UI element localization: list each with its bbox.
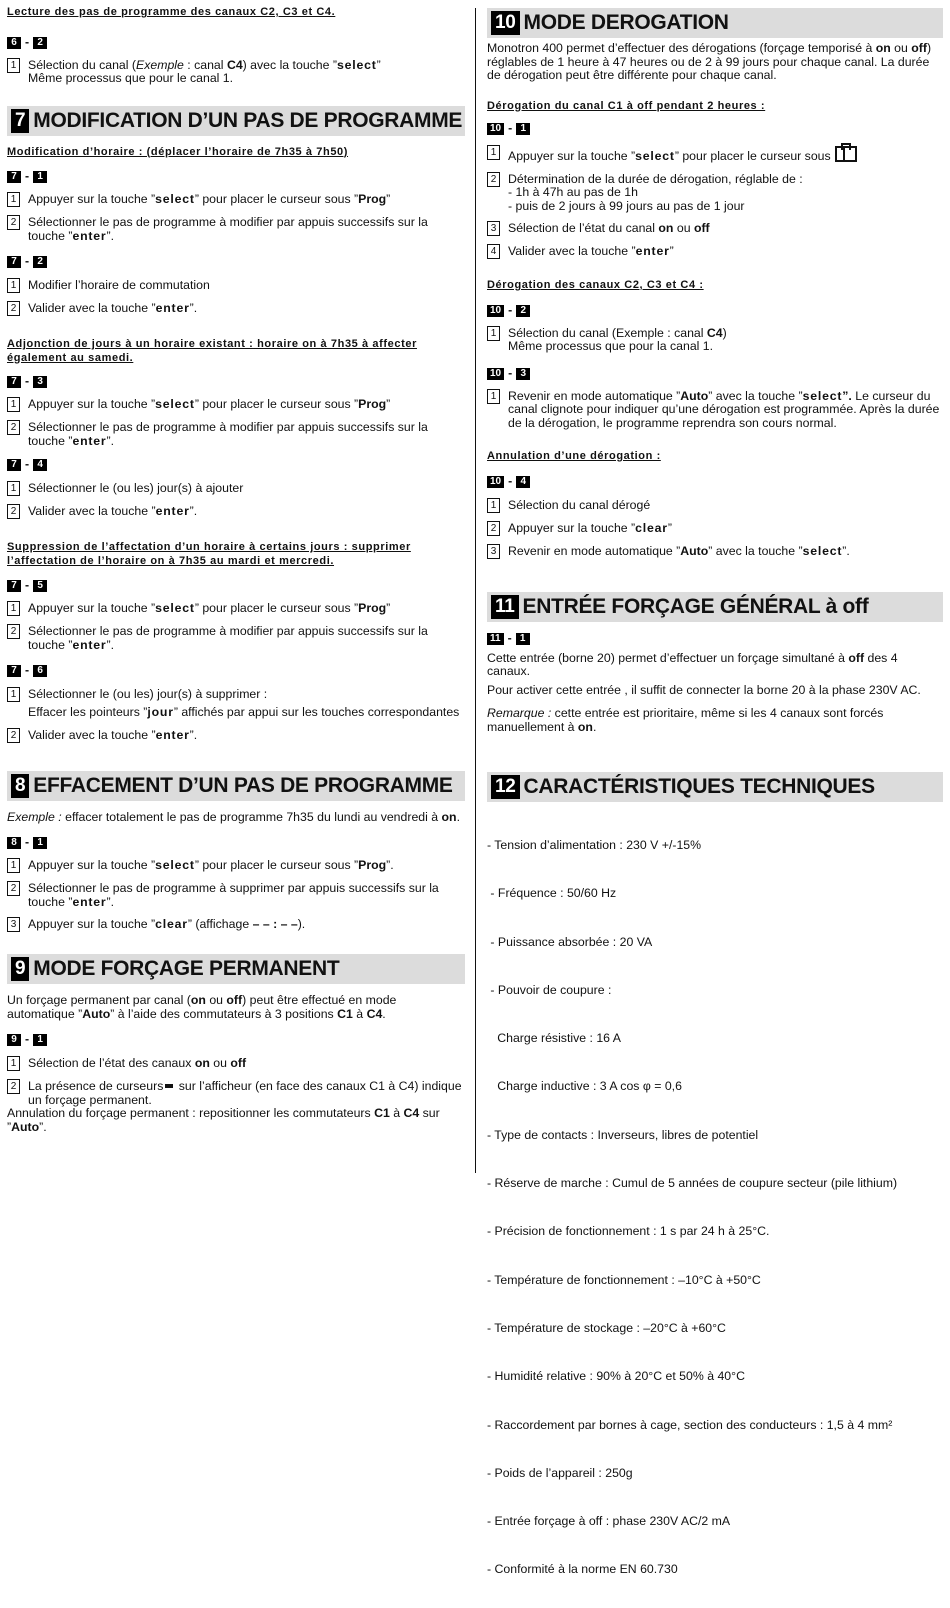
column-divider <box>475 8 476 1173</box>
step-code-7-3: 7 - 3 <box>7 375 465 389</box>
step-item: 1 Appuyer sur la touche ”select” pour placer le curseur sous ”Prog” <box>7 398 465 412</box>
s10-intro: Monotron 400 permet d’effectuer des dérogations (forçage temporisé à on ou off) réglables de 1 heure à 47 heures ou de 2 à 99 jours pour chaque canal. La durée de dérogation peut être différente pour chaque canal. <box>487 41 932 82</box>
step-item: 1 Appuyer sur la touche ”select” pour placer le curseur sous ”Prog”. <box>7 859 465 873</box>
s11-p3: Remarque : cette entrée est prioritaire, même si les 4 canaux sont forcés manuellement à on. <box>487 706 884 734</box>
spec-item: - Conformité à la norme EN 60.730 <box>487 1562 678 1577</box>
spec-item: - Entrée forçage à off : phase 230V AC/2 mA <box>487 1514 731 1529</box>
step-code-6-2: 6 - 2 <box>7 36 465 50</box>
step-item: 1 Sélection du canal (Exemple : canal C4) avec la touche ”select” Même processus que pour le canal 1. <box>7 59 465 86</box>
spec-item: - Pouvoir de coupure : <box>487 982 612 997</box>
s6-heading: Lecture des pas de programme des canaux C2, C3 et C4. <box>7 6 336 18</box>
step-code-7-2: 7 - 2 <box>7 255 465 269</box>
step-item: 2 Sélectionner le pas de programme à supprimer par appuis successifs sur la touche ”enter”. <box>7 882 465 909</box>
section-title: MODIFICATION D’UN PAS DE PROGRAMME <box>33 108 463 132</box>
spec-item: - Raccordement par bornes à cage, section des conducteurs : 1,5 à 4 mm² <box>487 1417 893 1432</box>
step-item: 1 Modifier l’horaire de commutation <box>7 279 465 293</box>
step-item: 1 Appuyer sur la touche ”select” pour placer le curseur sous ”Prog” <box>7 193 465 207</box>
step-item: 2 Valider avec la touche ”enter”. <box>7 302 465 316</box>
left-column <box>7 6 465 1134</box>
s10-sub3: Annulation d’une dérogation : <box>487 450 661 462</box>
step-item: 2 La présence de curseurs sur l’afficheur (en face des canaux C1 à C4) indique un forçage permanent. <box>7 1080 465 1107</box>
step-item: 2 Sélectionner le pas de programme à modifier par appuis successifs sur la touche ”enter”. <box>7 625 465 652</box>
step-item: 3 Revenir en mode automatique ”Auto” avec la touche ”select”. <box>487 545 943 559</box>
section-number: 7 <box>11 109 29 133</box>
step-code-10-2: 10 - 2 <box>487 304 943 318</box>
code-section: 6 <box>7 37 21 49</box>
s7-sub1: Modification d’horaire : (déplacer l’horaire de 7h35 à 7h50) <box>7 145 349 158</box>
section-header-8: 8 EFFACEMENT D’UN PAS DE PROGRAMME <box>7 771 465 801</box>
spec-item: - Précision de fonctionnement : 1 s par 24 h à 25°C. <box>487 1224 770 1239</box>
s11-p1: Cette entrée (borne 20) permet d’effectuer un forçage simultané à off des 4 canaux. <box>487 650 898 678</box>
s10-sub1: Dérogation du canal C1 à off pendant 2 heures : <box>487 99 766 112</box>
s10-sub2: Dérogation des canaux C2, C3 et C4 : <box>487 279 704 291</box>
step-item: 1 Sélectionner le (ou les) jour(s) à supprimer : <box>7 688 465 702</box>
s7-sub3: Suppression de l’affectation d’un horaire à certains jours : supprimer l’affectation de l’horaire on à 7h35 au mardi et mercredi. <box>7 541 411 567</box>
step-item: 2 Valider avec la touche ”enter”. <box>7 505 465 519</box>
step-item: 2 Sélectionner le pas de programme à modifier par appuis successifs sur la touche ”enter”. <box>7 421 465 448</box>
spec-item: - Fréquence : 50/60 Hz <box>487 886 617 901</box>
s9-intro: Un forçage permanent par canal (on ou off) peut être effectué en mode automatique ”Auto” à l’aide des commutateurs à 3 positions C1 à C4. <box>7 993 397 1021</box>
spec-list <box>487 808 943 1608</box>
s9-cancel: Annulation du forçage permanent : repositionner les commutateurs C1 à C4 sur ”Auto”. <box>7 1106 440 1134</box>
step-code-7-4: 7 - 4 <box>7 458 465 472</box>
s8-example: Exemple : effacer totalement le pas de programme 7h35 du lundi au vendredi à on. <box>7 809 460 824</box>
step-code-7-1: 7 - 1 <box>7 170 465 184</box>
s7-sub2: Adjonction de jours à un horaire existant : horaire on à 7h35 à affecter également au samedi. <box>7 338 417 364</box>
step-item: 1 Sélection de l’état des canaux on ou off <box>7 1057 465 1071</box>
section-header-12: 12 CARACTÉRISTIQUES TECHNIQUES <box>487 772 943 802</box>
step-item: 1 Revenir en mode automatique ”Auto” avec la touche ”select”. Le curseur du canal clignote pour indiquer qu’une dérogation est programmée. Après la durée de la dérogation, le programme reprendra son cours normal. <box>487 390 943 431</box>
step-item: 1 Sélection du canal dérogé <box>487 499 943 513</box>
section-header-7 <box>7 106 465 136</box>
right-column <box>487 6 943 1608</box>
spec-item: - Puissance absorbée : 20 VA <box>487 934 653 949</box>
step-code-8-1: 8 - 1 <box>7 836 465 850</box>
step-detail: Effacer les pointeurs ”jour” affichés par appui sur les touches correspondantes <box>28 705 460 719</box>
s11-p2: Pour activer cette entrée , il suffit de connecter la borne 20 à la phase 230V AC. <box>487 682 921 697</box>
spec-item: - Réserve de marche : Cumul de 5 années de coupure secteur (pile lithium) <box>487 1176 898 1191</box>
step-item: 2 Détermination de la durée de dérogation, réglable de : - 1h à 47h au pas de 1h - puis de 2 jours à 99 jours au pas de 1 jour <box>487 173 943 214</box>
cursor-icon <box>165 1084 173 1088</box>
code-step: 2 <box>33 37 47 49</box>
step-item: 4 Valider avec la touche ”enter” <box>487 245 943 259</box>
step-item: 1 Appuyer sur la touche ”select” pour placer le curseur sous ”Prog” <box>7 602 465 616</box>
step-code-7-6: 7 - 6 <box>7 664 465 678</box>
spec-item: - Tension d’alimentation : 230 V +/-15% <box>487 838 702 852</box>
step-number: 1 <box>7 58 20 73</box>
step-item: 2 Valider avec la touche ”enter”. <box>7 729 465 743</box>
step-code-10-4: 10 - 4 <box>487 475 943 489</box>
step-item: 3 Sélection de l’état du canal on ou off <box>487 222 943 236</box>
spec-item: - Température de fonctionnement : –10°C à +50°C <box>487 1272 761 1287</box>
spec-item: Charge inductive : 3 A cos φ = 0,6 <box>487 1079 682 1094</box>
step-item: 2 Appuyer sur la touche ”clear” <box>487 522 943 536</box>
spec-item: - Poids de l’appareil : 250g <box>487 1465 633 1480</box>
step-item: 2 Sélectionner le pas de programme à modifier par appuis successifs sur la touche ”enter”. <box>7 216 465 243</box>
step-item: 1 Sélection du canal (Exemple : canal C4) Même processus que pour la canal 1. <box>487 327 943 354</box>
section-header-11: 11 ENTRÉE FORÇAGE GÉNÉRAL à off <box>487 592 943 622</box>
step-code-10-3: 10 - 3 <box>487 367 943 381</box>
section-header-9: 9 MODE FORÇAGE PERMANENT <box>7 954 465 984</box>
spec-item: - Type de contacts : Inverseurs, libres de potentiel <box>487 1127 759 1142</box>
section-header-10: 10 MODE DEROGATION <box>487 8 943 38</box>
step-code-11-1: 11 - 1 <box>487 632 943 646</box>
spec-item: - Humidité relative : 90% à 20°C et 50% à 40°C <box>487 1369 745 1384</box>
spec-item: - Température de stockage : –20°C à +60°C <box>487 1320 726 1335</box>
step-code-10-1: 10 - 1 <box>487 122 943 136</box>
step-item: 1 Appuyer sur la touche ”select” pour placer le curseur sous <box>487 146 943 164</box>
step-code-9-1: 9 - 1 <box>7 1033 465 1047</box>
step-code-7-5: 7 - 5 <box>7 579 465 593</box>
step-item: 1 Sélectionner le (ou les) jour(s) à ajouter <box>7 482 465 496</box>
derogation-icon <box>835 146 857 162</box>
step-item: 3 Appuyer sur la touche ”clear” (affichage – – : – –). <box>7 918 465 932</box>
spec-item: Charge résistive : 16 A <box>487 1031 621 1046</box>
